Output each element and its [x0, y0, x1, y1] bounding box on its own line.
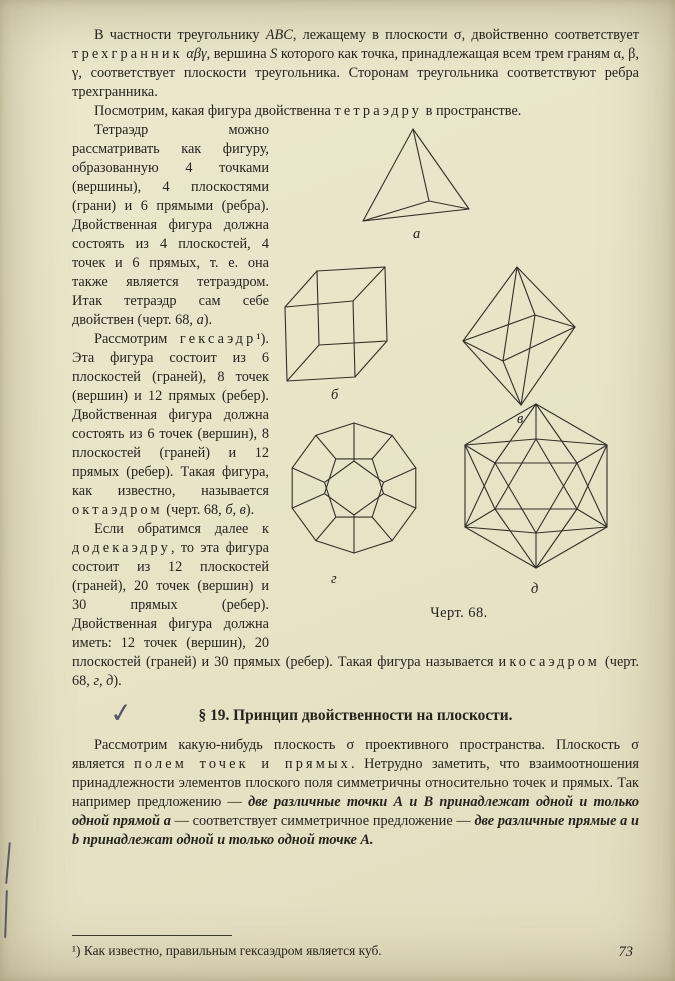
- figure-label-b: б: [331, 387, 339, 403]
- text-run: ABC: [265, 27, 293, 43]
- text-run: ).: [245, 502, 255, 518]
- text-run: , вершина: [206, 46, 271, 62]
- text-run: (черт. 68,: [72, 654, 639, 689]
- section-heading: [72, 696, 639, 731]
- figure-label-a: а: [413, 226, 421, 242]
- text-run: В частности треугольнику: [94, 27, 266, 43]
- text-run: полем точек и прямых: [134, 756, 351, 772]
- figure-label-g: г: [331, 571, 337, 587]
- figure-label-v: в: [517, 411, 524, 427]
- text-run: октаэдром: [72, 502, 163, 518]
- margin-pen-mark: [4, 890, 8, 938]
- text-run: , то эта фигура состоит из 12 плоскостей (граней), 20 точек (вершин) и 30 прямых (ребер). Двойственная фигура должна иметь: 12 точек (вершин), 20 плоскостей (граней) и 30 прямых (ребер). Такая фигура называется: [72, 540, 499, 670]
- text-run: αβγ: [182, 46, 207, 62]
- text-run: . Нетрудно заметить, что взаимоотношения принадлежности элементов плоского поля симметричны относительно точек и прямых. Так например предложению —: [72, 756, 639, 810]
- text-run: в пространстве.: [422, 103, 522, 119]
- text-run: ).: [203, 312, 213, 328]
- text-run: , лежащему в плоскости σ, двойственно соответствует: [292, 27, 639, 43]
- text-run: которого как точка, принадлежащая всем трем граням α, β, γ, соответствует плоскости треугольника. Сторонам треугольника соответствуют ребра трехгранника.: [72, 46, 639, 100]
- hexahedron-cube-figure: [279, 261, 391, 383]
- text-block: [72, 26, 639, 850]
- text-run: гексаэдр: [179, 331, 257, 347]
- text-run: Посмотрим, какая фигура двойственна: [94, 103, 335, 119]
- text-run: додекаэдру: [72, 540, 171, 556]
- footnote-block: [72, 935, 545, 959]
- octahedron-figure: [461, 265, 579, 407]
- paragraph-triangle-duality: [72, 26, 639, 102]
- figure-caption: Черт. 68.: [430, 605, 488, 621]
- text-run: Рассмотрим какую-нибудь плоскость σ проективного пространства. Плоскость σ является: [72, 737, 639, 772]
- paragraph-tetrahedron-intro: [72, 102, 639, 121]
- figure-68: [279, 125, 639, 630]
- margin-pen-mark: [5, 842, 11, 884]
- text-run: ).: [113, 673, 122, 689]
- text-run: б, в: [225, 502, 246, 518]
- text-run: две различные прямые а и b принадлежат одной и только одной точке А.: [72, 813, 639, 848]
- icosahedron-figure: [447, 401, 625, 576]
- text-run: Рассмотрим: [94, 331, 180, 347]
- paragraph-plane-duality: [72, 736, 639, 850]
- text-run: две различные точки А и В принадлежат одной и только одной прямой а: [72, 794, 639, 829]
- figure-label-d: д: [531, 581, 539, 597]
- text-run: трехгранник: [72, 46, 183, 62]
- text-run: S: [270, 46, 278, 62]
- text-run: Если обратимся далее к: [94, 521, 269, 537]
- text-run: (черт. 68,: [162, 502, 226, 518]
- tetrahedron-figure: [361, 127, 473, 227]
- text-run: тетраэдру: [334, 103, 423, 119]
- text-run: а: [196, 312, 204, 328]
- handwritten-checkmark: ✓: [108, 696, 135, 731]
- page-number: 73: [618, 944, 633, 960]
- footnote-separator: [72, 935, 232, 936]
- text-run: икосаэдром: [498, 654, 600, 670]
- section-heading-text: § 19. Принцип двойственности на плоскости.: [198, 707, 513, 724]
- text-run: Тетраэдр можно рассматривать как фигуру, образованную 4 точками (вершины), 4 плоскостями (грани) и 6 прямыми (ребра). Двойственная фигура должна состоять из 4 плоскостей, 4 точек и 6 прямых, т. е. она также является тетраэдром. Итак тетраэдр сам себе двойствен (черт. 68,: [72, 122, 269, 328]
- footnote-text: ¹) Как известно, правильным гексаэдром является куб.: [72, 942, 382, 958]
- text-run: ¹). Эта фигура состоит из 6 плоскостей (граней), 8 точек (вершин) и 12 прямых (ребер). Двойственная фигура должна состоять из 6 точек (вершин), 8 плоскостей (граней) и 12 прямых (ребер). Такая фигура, как известно, называется: [72, 331, 269, 499]
- text-run: г, д: [93, 673, 114, 689]
- text-run: — соответствует симметричное предложение —: [170, 813, 475, 829]
- dodecahedron-figure: [285, 409, 423, 567]
